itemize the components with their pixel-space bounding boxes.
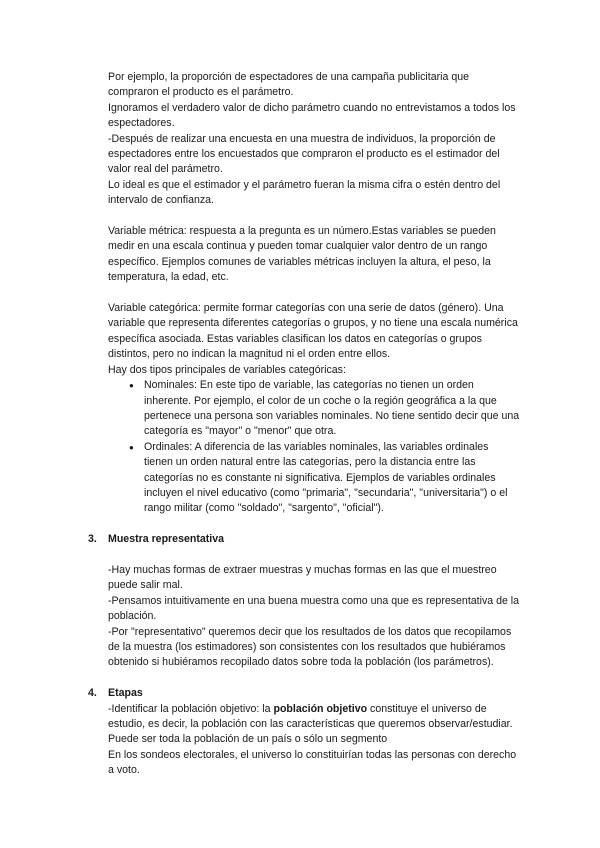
section-heading-3 — [88, 532, 520, 547]
paragraph — [108, 702, 520, 733]
paragraph: Ignoramos el verdadero valor de dicho parámetro cuando no entrevistamos a todos los espectadores. — [108, 101, 516, 130]
paragraph: Por ejemplo, la proporción de espectadores de una campaña publicitaria que compraron el producto es el parámetro. — [108, 71, 470, 99]
spacer — [108, 286, 520, 301]
paragraph: Puede ser toda la población de un país o sólo un segmento — [108, 733, 388, 746]
list-item-text: Ordinales: A diferencia de las variables nominales, las variables ordinales tienen un orden natural entre las categorías, pero la distancia entre las categorías no es constante ni significativa. Ejemplos de variables ordinales incluyen el nivel educativo (como "primaria", "secundaria", "universitaria") o el rango militar (como "soldado", "sargento", "oficial"). — [144, 440, 508, 515]
bullet-icon: ● — [129, 442, 134, 452]
section-number: 4. — [88, 687, 97, 700]
categorical-types-list — [108, 378, 520, 517]
categorical-variable-paragraph: Variable categórica: permite formar categorías con una serie de datos (género). Una variable que representa diferentes categorías o grupos, y no tiene una escala numérica específica asociada. Estas variables clasifican los datos en categorías o grupos distintos, pero no indican la magnitud ni el orden entre ellos. — [108, 302, 518, 361]
text-run: -Identificar la población objetivo: la — [108, 702, 274, 715]
document-body — [88, 70, 520, 779]
paragraph: En los sondeos electorales, el universo lo constituirían todas las personas con derecho a voto. — [108, 748, 517, 777]
list-item-text: Nominales: En este tipo de variable, las categorías no tienen un orden inherente. Por ejemplo, el color de un coche o la región geográfica a la que pertenece una persona son variables nominales. No tiene sentido decir que una categoría es "mayor" o "menor" que otra. — [144, 379, 520, 438]
paragraph: -Después de realizar una encuesta en una muestra de individuos, la proporción de espectadores entre los encuestados que compraron el producto es el estimador del valor real del parámetro. — [108, 132, 500, 176]
list-item-ordinal — [108, 440, 520, 517]
bold-term: población objetivo — [273, 702, 368, 715]
section-number: 3. — [88, 533, 97, 546]
spacer — [108, 671, 520, 686]
spacer — [108, 517, 520, 532]
spacer — [108, 548, 520, 563]
spacer — [108, 209, 520, 224]
bullet-icon: ● — [129, 381, 134, 391]
section-title: Etapas — [108, 687, 143, 700]
metric-variable-paragraph: Variable métrica: respuesta a la pregunta es un número.Estas variables se pueden medir en una escala continua y pueden tomar cualquier valor dentro de un rango específico. Ejemplos comunes de variables métricas incluyen la altura, el peso, la temperatura, la edad, etc. — [108, 225, 496, 284]
categorical-types-intro: Hay dos tipos principales de variables categóricas: — [108, 363, 346, 376]
section-title: Muestra representativa — [108, 533, 224, 546]
paragraph: -Hay muchas formas de extraer muestras y muchas formas en las que el muestreo puede salir mal. — [108, 563, 497, 592]
paragraph: -Pensamos intuitivamente en una buena muestra como una que es representativa de la población. — [108, 594, 520, 623]
paragraph: -Por "representativo" queremos decir que los resultados de los datos que recopilamos de la muestra (los estimadores) son consistentes con los resultados que hubiéramos obtenido si hubiéramos recopilado datos sobre toda la población (los parámetros). — [108, 625, 512, 669]
paragraph: Lo ideal es que el estimador y el parámetro fueran la misma cifra o estén dentro del intervalo de confianza. — [108, 178, 501, 207]
text-run: constituye el universo de estudio, es decir, la población con las características que queremos observar/estudiar. — [108, 702, 513, 730]
list-item-nominal — [108, 378, 520, 440]
section-heading-4 — [88, 686, 520, 701]
